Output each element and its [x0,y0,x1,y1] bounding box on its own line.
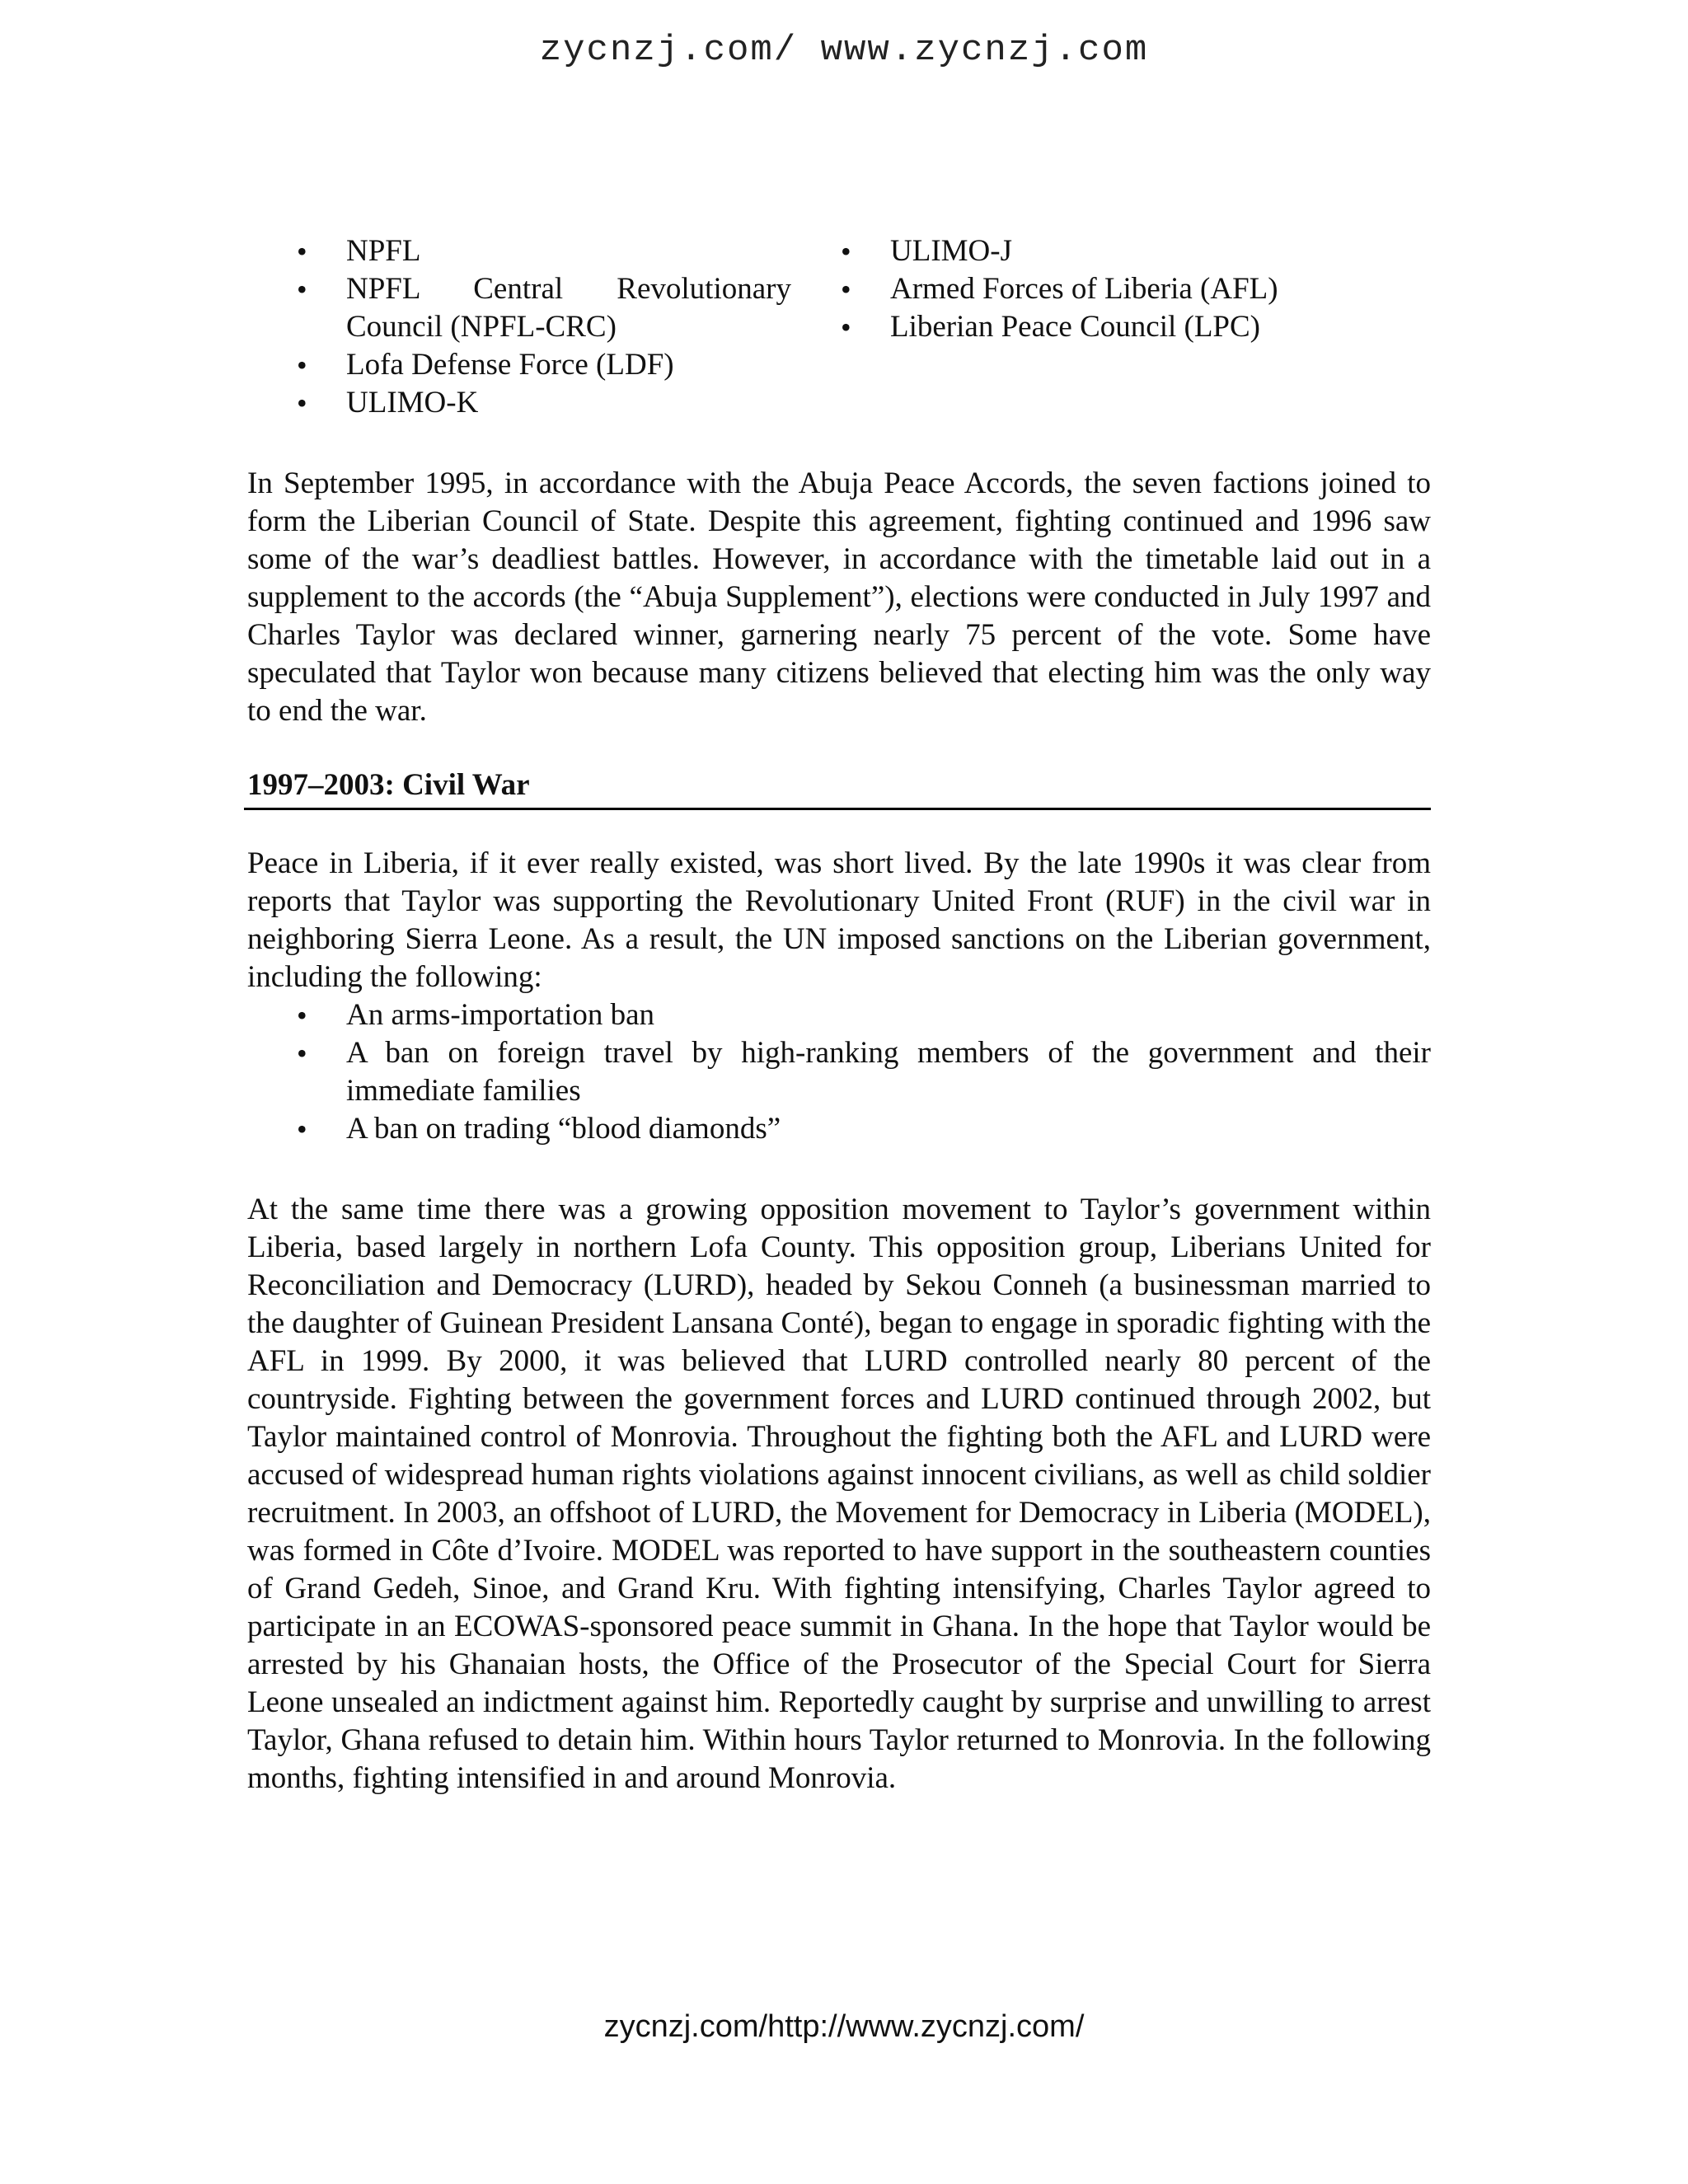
list-item: • ULIMO-K [247,384,791,422]
paragraph-opposition-movement: At the same time there was a growing opposition movement to Taylor’s government within Liberia, based largely in northern Lofa County. This opposition group, Liberians United for Reconciliation and Democracy (LURD), headed by Sekou Conneh (a businessman married to the daughter of Guinean President Lansana Conté), began to engage in sporadic fighting with the AFL in 1999. By 2000, it was believed that LURD controlled nearly 80 percent of the countryside. Fighting between the government forces and LURD continued through 2002, but Taylor maintained control of Monrovia. Throughout the fighting both the AFL and LURD were accused of widespread human rights violations against innocent civilians, as well as child soldier recruitment. In 2003, an offshoot of LURD, the Movement for Democracy in Liberia (MODEL), was formed in Côte d’Ivoire. MODEL was reported to have support in the southeastern counties of Grand Gedeh, Sinoe, and Grand Kru. With fighting intensifying, Charles Taylor agreed to participate in an ECOWAS-sponsored peace summit in Ghana. In the hope that Taylor would be arrested by his Ghanaian hosts, the Office of the Prosecutor of the Special Court for Sierra Leone unsealed an indictment against him. Reportedly caught by surprise and unwilling to arrest Taylor, Ghana refused to detain him. Within hours Taylor returned to Monrovia. In the following months, fighting intensified in and around Monrovia. [247,1193,1431,1795]
page-header-watermark: zycnzj.com/ www.zycnzj.com [539,30,1149,71]
list-item: • Lofa Defense Force (LDF) [247,346,791,384]
document-body [247,232,1431,1797]
section-heading-civil-war: 1997–2003: Civil War [244,766,1431,810]
sanctions-list [247,996,1431,1148]
page-footer-watermark: zycnzj.com/http://www.zycnzj.com/ [603,2009,1085,2044]
list-item: • NPFL Central Revolutionary Council (NPFL-CRC) [247,270,791,346]
faction-list [247,232,1431,422]
faction-list-left [247,232,791,422]
paragraph-abuja-accords: In September 1995, in accordance with the Abuja Peace Accords, the seven factions joined to form the Liberian Council of State. Despite this agreement, fighting continued and 1996 saw some of the war’s deadliest battles. However, in accordance with the timetable laid out in a supplement to the accords (the “Abuja Supplement”), elections were conducted in July 1997 and Charles Taylor was declared winner, garnering nearly 75 percent of the vote. Some have speculated that Taylor won because many citizens believed that electing him was the only way to end the war. [247,466,1431,728]
list-item: • ULIMO-J [791,232,1368,270]
list-item: • Armed Forces of Liberia (AFL) [791,270,1368,308]
list-item: • A ban on trading “blood diamonds” [247,1110,1431,1148]
paragraph-peace-short-lived: Peace in Liberia, if it ever really existed, was short lived. By the late 1990s it was clear from reports that Taylor was supporting the Revolutionary United Front (RUF) in the civil war in neighboring Sierra Leone. As a result, the UN imposed sanctions on the Liberian government, including the following: [247,846,1431,994]
list-item: • An arms-importation ban [247,996,1431,1034]
list-item: • NPFL [247,232,791,270]
list-item: • A ban on foreign travel by high-ranking members of the government and their immediate families [247,1034,1431,1110]
list-item: • Liberian Peace Council (LPC) [791,308,1368,346]
faction-list-right [791,232,1368,422]
